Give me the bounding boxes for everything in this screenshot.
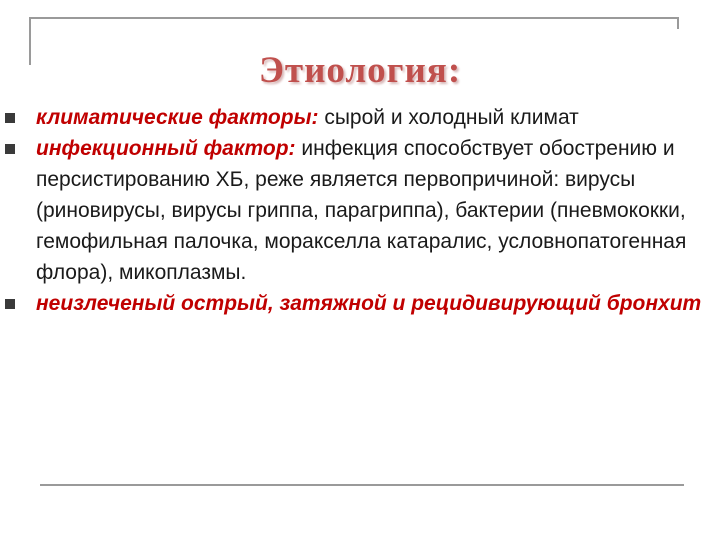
bullet-text: сырой и холодный климат [318,106,579,129]
bullet-item-infection [0,133,720,288]
frame-right-tick [677,17,679,29]
bullet-list [0,102,720,319]
bullet-item-climate [0,102,720,133]
bullet-term: неизлеченый острый, затяжной и рецидивирующий бронхит [36,292,702,315]
frame-top-line [29,17,679,19]
bullet-item-bronchitis [0,288,720,319]
bullet-term: инфекционный фактор: [36,137,296,160]
bullet-text: инфекция способствует обострению и персистированию ХБ, реже является первопричиной: вирусы (риновирусы, вирусы гриппа, парагриппа), бактерии (пневмококки, гемофильная палочка, моракселла катаралис, условнопатогенная флора), микоплазмы. [36,137,687,284]
slide-title: Этиология: [258,49,462,91]
bullet-term: климатические факторы: [36,106,319,129]
square-bullet-icon [5,299,15,309]
square-bullet-icon [5,113,15,123]
square-bullet-icon [5,144,15,154]
bottom-rule-line [40,484,684,486]
